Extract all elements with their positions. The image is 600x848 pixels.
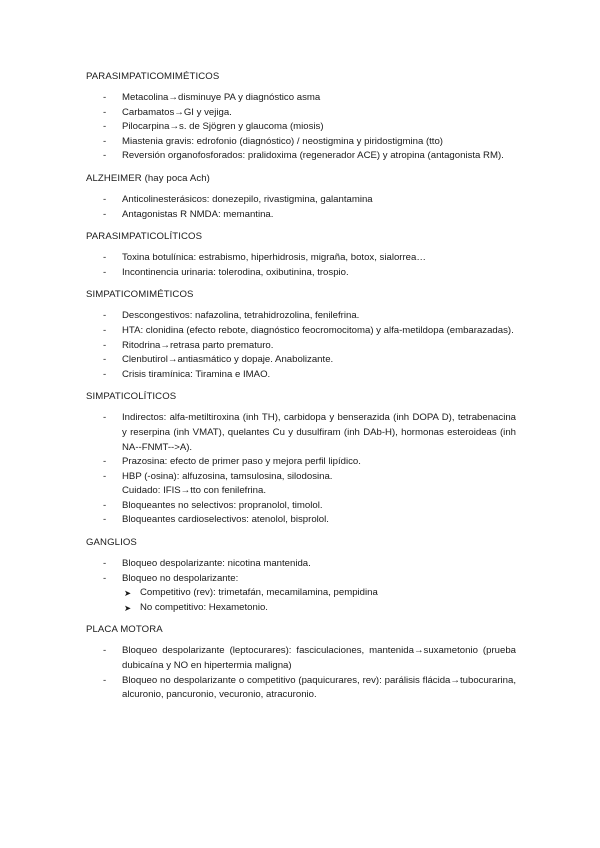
list-item: - HTA: clonidina (efecto rebote, diagnóstico feocromocitoma) y alfa-metildopa (embarazadas).	[86, 324, 516, 339]
document-content	[86, 70, 516, 711]
list-parasimpaticoliticos	[86, 251, 516, 280]
list-item: - Prazosina: efecto de primer paso y mejora perfil lipídico.	[86, 455, 516, 470]
arrowhead-bullet-icon: ➤	[124, 602, 132, 613]
section-heading-simpaticoliticos: SIMPATICOLÍTICOS	[86, 391, 177, 403]
list-item: - Clenbutirol→antiasmático y dopaje. Anabolizante.	[86, 353, 516, 368]
list-simpaticoliticos	[86, 411, 516, 528]
list-item: - Crisis tiramínica: Tiramina e IMAO.	[86, 368, 516, 383]
list-item: - Bloqueantes cardioselectivos: atenolol, bisprolol.	[86, 513, 516, 528]
list-item: - Descongestivos: nafazolina, tetrahidrozolina, fenilefrina.	[86, 309, 516, 324]
section-heading-simpaticomimeticos: SIMPATICOMIMÉTICOS	[86, 289, 194, 301]
list-placa-motora	[86, 644, 516, 702]
list-item: - Carbamatos→GI y vejiga.	[86, 106, 516, 121]
sublist-item-text: No competitivo: Hexametonio.	[140, 601, 268, 613]
list-ganglios	[86, 557, 516, 615]
list-item: - Bloqueo no despolarizante o competitivo (paquicurares, rev): parálisis flácida→tubocurarina, alcuronio, pancuronio, vecuronio, atracuronio.	[86, 674, 516, 703]
section-heading-alzheimer: ALZHEIMER (hay poca Ach)	[86, 172, 210, 184]
list-item: - Pilocarpina→s. de Sjögren y glaucoma (miosis)	[86, 120, 516, 135]
list-item: - Bloqueo despolarizante: nicotina mantenida.	[86, 557, 516, 572]
list-item: - Miastenia gravis: edrofonio (diagnóstico) / neostigmina y piridostigmina (tto)	[86, 135, 516, 150]
section-heading-parasimpaticomimeticos: PARASIMPATICOMIMÉTICOS	[86, 71, 220, 82]
section-heading-placa-motora: PLACA MOTORA	[86, 624, 163, 636]
list-alzheimer	[86, 193, 516, 222]
sublist-ganglios	[122, 586, 516, 615]
list-item: - Incontinencia urinaria: tolerodina, oxibutinina, trospio.	[86, 266, 516, 281]
list-item-text: HBP (-osina): alfuzosina, tamsulosina, silodosina.	[122, 470, 333, 482]
sublist-item	[122, 601, 516, 616]
list-simpaticomimeticos	[86, 309, 516, 382]
section-heading-ganglios: GANGLIOS	[86, 537, 137, 549]
section-heading-parasimpaticoliticos: PARASIMPATICOLÍTICOS	[86, 231, 203, 243]
sublist-item-text: Competitivo (rev): trimetafán, mecamilamina, pempidina	[140, 587, 378, 599]
list-item: - Anticolinesterásicos: donezepilo, rivastigmina, galantamina	[86, 193, 516, 208]
list-item-text: Bloqueo no despolarizante:	[122, 572, 239, 584]
list-item: - Indirectos: alfa-metiltiroxina (inh TH), carbidopa y benserazida (inh DOPA D), tetrabenacina y reserpina (inh VMAT), quelantes Cu y dusulfiram (inh DAb-H), hormonas esteroideas (inh NA--FNMT-->A).	[86, 411, 516, 455]
arrowhead-bullet-icon: ➤	[124, 588, 132, 599]
list-item: - Antagonistas R NMDA: memantina.	[86, 208, 516, 223]
list-item: - Ritodrina→retrasa parto prematuro.	[86, 339, 516, 354]
list-item: - Metacolina→disminuye PA y diagnóstico asma	[86, 91, 516, 106]
list-item	[86, 572, 516, 616]
list-item: - Bloqueantes no selectivos: propranolol, timolol.	[86, 499, 516, 514]
list-item	[86, 470, 516, 499]
sublist-item	[122, 586, 516, 601]
list-item: - Reversión organofosforados: pralidoxima (regenerador ACE) y atropina (antagonista RM).	[86, 149, 516, 164]
list-item-note: Cuidado: IFIS→tto con fenilefrina.	[122, 485, 266, 497]
list-item: - Toxina botulínica: estrabismo, hiperhidrosis, migraña, botox, sialorrea…	[86, 251, 516, 266]
list-parasimpaticomimeticos	[86, 91, 516, 164]
list-item: - Bloqueo despolarizante (leptocurares): fasciculaciones, mantenida→suxametonio (prueba dubicaína y NO en hipertermia maligna)	[86, 644, 516, 673]
